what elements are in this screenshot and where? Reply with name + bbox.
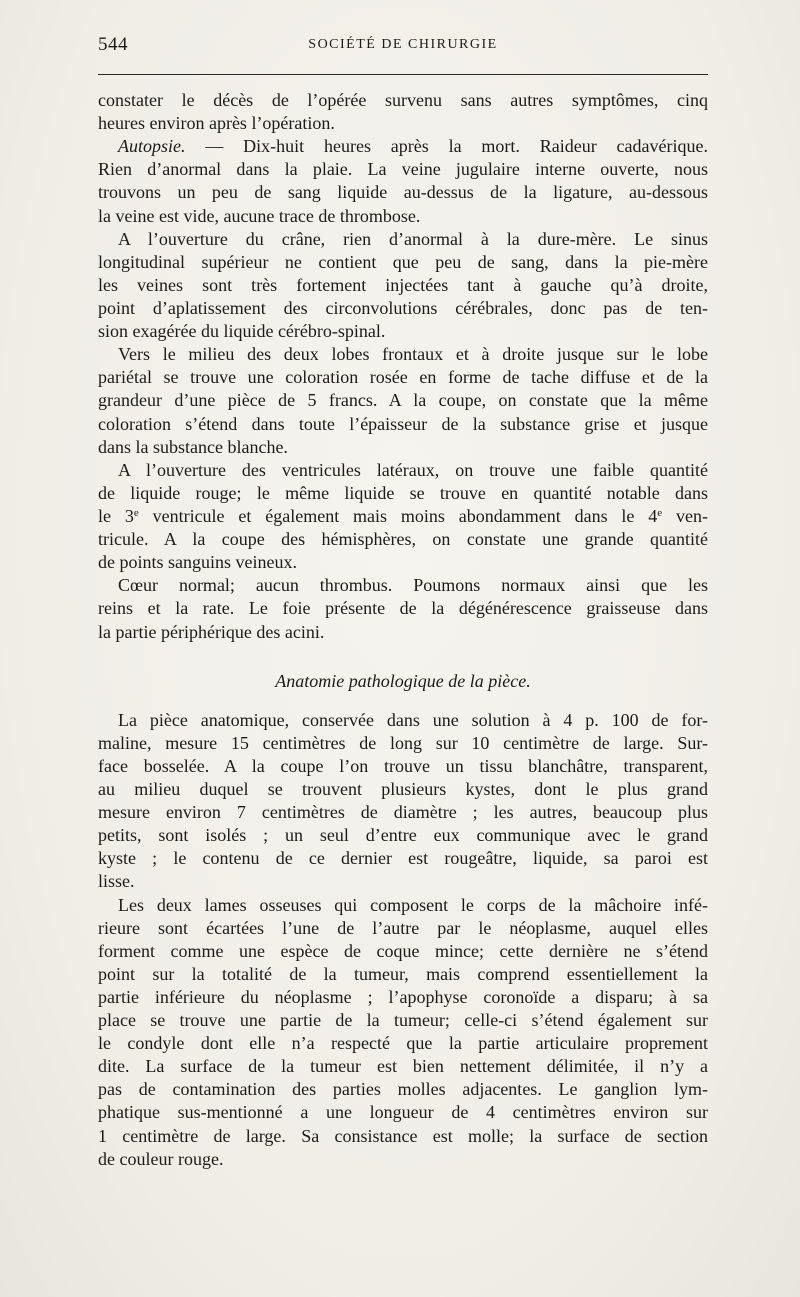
text-line: heures environ après l’opération.	[98, 113, 335, 134]
paragraph	[98, 459, 708, 575]
page-number: 544	[98, 34, 128, 55]
paragraph	[98, 228, 708, 344]
paragraph	[98, 135, 708, 227]
text-line: dans la substance blanche.	[98, 436, 288, 457]
text-line: maline, mesure 15 centimètres de long sur 10 centimètre de large. Sur-	[98, 732, 708, 753]
text-line: mesure environ 7 centimètres de diamètre ; les autres, beaucoup plus	[98, 802, 708, 823]
text-line	[98, 505, 708, 528]
paragraph	[98, 89, 708, 135]
text-line: la partie périphérique des acini.	[98, 621, 325, 642]
text-run: ventricule et également mais moins abondamment dans le 4	[138, 505, 658, 526]
text-line: Cœur normal; aucun thrombus. Poumons normaux ainsi que les	[118, 575, 708, 596]
paragraph	[98, 343, 708, 459]
text-line: partie inférieure du néoplasme ; l’apophyse coronoïde a disparu; à sa	[98, 986, 708, 1007]
text-line: kyste ; le contenu de ce dernier est rougeâtre, liquide, sa paroi est	[98, 848, 708, 869]
text-line: A l’ouverture du crâne, rien d’anormal à la dure-mère. Le sinus	[118, 228, 708, 249]
text-line: point sur la totalité de la tumeur, mais comprend essentiellement la	[98, 963, 708, 984]
text-line: le condyle dont elle n’a respecté que la partie articulaire proprement	[98, 1033, 708, 1054]
text-line: rieure sont écartées l’une de l’autre par le néoplasme, auquel elles	[98, 917, 708, 938]
superscript: e	[133, 506, 139, 519]
text-run: le 3	[98, 505, 134, 526]
text-line: de couleur rouge.	[98, 1148, 224, 1169]
text-line: pas de contamination des parties molles adjacentes. Le ganglion lym-	[98, 1079, 708, 1100]
text-line: dite. La surface de la tumeur est bien nettement délimitée, il n’y a	[98, 1056, 708, 1077]
text-line	[98, 135, 708, 158]
text-run: — Dix-huit heures après la mort. Raideur cadavérique.	[185, 136, 708, 157]
text-line: Vers le milieu des deux lobes frontaux et à droite jusque sur le lobe	[118, 344, 708, 365]
text-line: Rien d’anormal dans la plaie. La veine jugulaire interne ouverte, nous	[98, 159, 708, 180]
text-line: grandeur d’une pièce de 5 francs. A la coupe, on constate que la même	[98, 390, 708, 411]
text-line: face bosselée. A la coupe l’on trouve un tissu blanchâtre, transparent,	[98, 755, 708, 776]
header-rule	[98, 74, 708, 75]
text-line: tricule. A la coupe des hémisphères, on constate une grande quantité	[98, 529, 708, 550]
text-line: La pièce anatomique, conservée dans une solution à 4 p. 100 de for-	[118, 709, 708, 730]
text-line: au milieu duquel se trouvent plusieurs kystes, dont le plus grand	[98, 778, 708, 799]
text-line: pariétal se trouve une coloration rosée en forme de tache diffuse et de la	[98, 367, 708, 388]
text-line: longitudinal supérieur ne contient que peu de sang, dans la pie-mère	[98, 251, 708, 272]
text-line: place se trouve une partie de la tumeur; celle-ci s’étend également sur	[98, 1010, 708, 1031]
text-line: trouvons un peu de sang liquide au-dessus de la ligature, au-dessous	[98, 182, 708, 203]
text-line: coloration s’étend dans toute l’épaisseur de la substance grise et jusque	[98, 413, 708, 434]
text-line: reins et la rate. Le foie présente de la dégénérescence graisseuse dans	[98, 598, 708, 619]
autopsie-heading: Autopsie.	[118, 136, 186, 157]
text-run: ven-	[662, 505, 708, 526]
text-line: sion exagérée du liquide cérébro-spinal.	[98, 321, 386, 342]
text-line: de liquide rouge; le même liquide se trouve en quantité notable dans	[98, 482, 708, 503]
body-text	[98, 89, 708, 1171]
text-line: lisse.	[98, 871, 135, 892]
text-line: 1 centimètre de large. Sa consistance est molle; la surface de section	[98, 1125, 708, 1146]
text-line: de points sanguins veineux.	[98, 552, 297, 573]
text-line: Les deux lames osseuses qui composent le corps de la mâchoire infé-	[118, 894, 708, 915]
section-title: Anatomie pathologique de la pièce.	[275, 670, 531, 691]
text-line: les veines sont très fortement injectées tant à gauche qu’à droite,	[98, 274, 708, 295]
text-line: point d’aplatissement des circonvolutions cérébrales, donc pas de ten-	[98, 297, 708, 318]
running-head: SOCIÉTÉ DE CHIRURGIE	[308, 37, 498, 52]
text-line: A l’ouverture des ventricules latéraux, on trouve une faible quantité	[118, 459, 708, 480]
text-line: constater le décès de l’opérée survenu sans autres symptômes, cinq	[98, 90, 708, 110]
paragraph	[98, 894, 708, 1171]
paragraph	[98, 574, 708, 643]
superscript: e	[657, 506, 663, 519]
text-line: la veine est vide, aucune trace de thrombose.	[98, 205, 421, 226]
text-line: forment comme une espèce de coque mince; cette dernière ne s’étend	[98, 940, 708, 961]
text-line: phatique sus-mentionné a une longueur de 4 centimètres environ sur	[98, 1102, 708, 1123]
paragraph	[98, 709, 708, 894]
page-header	[98, 34, 708, 60]
text-line: petits, sont isolés ; un seul d’entre eux communique avec le grand	[98, 825, 708, 846]
